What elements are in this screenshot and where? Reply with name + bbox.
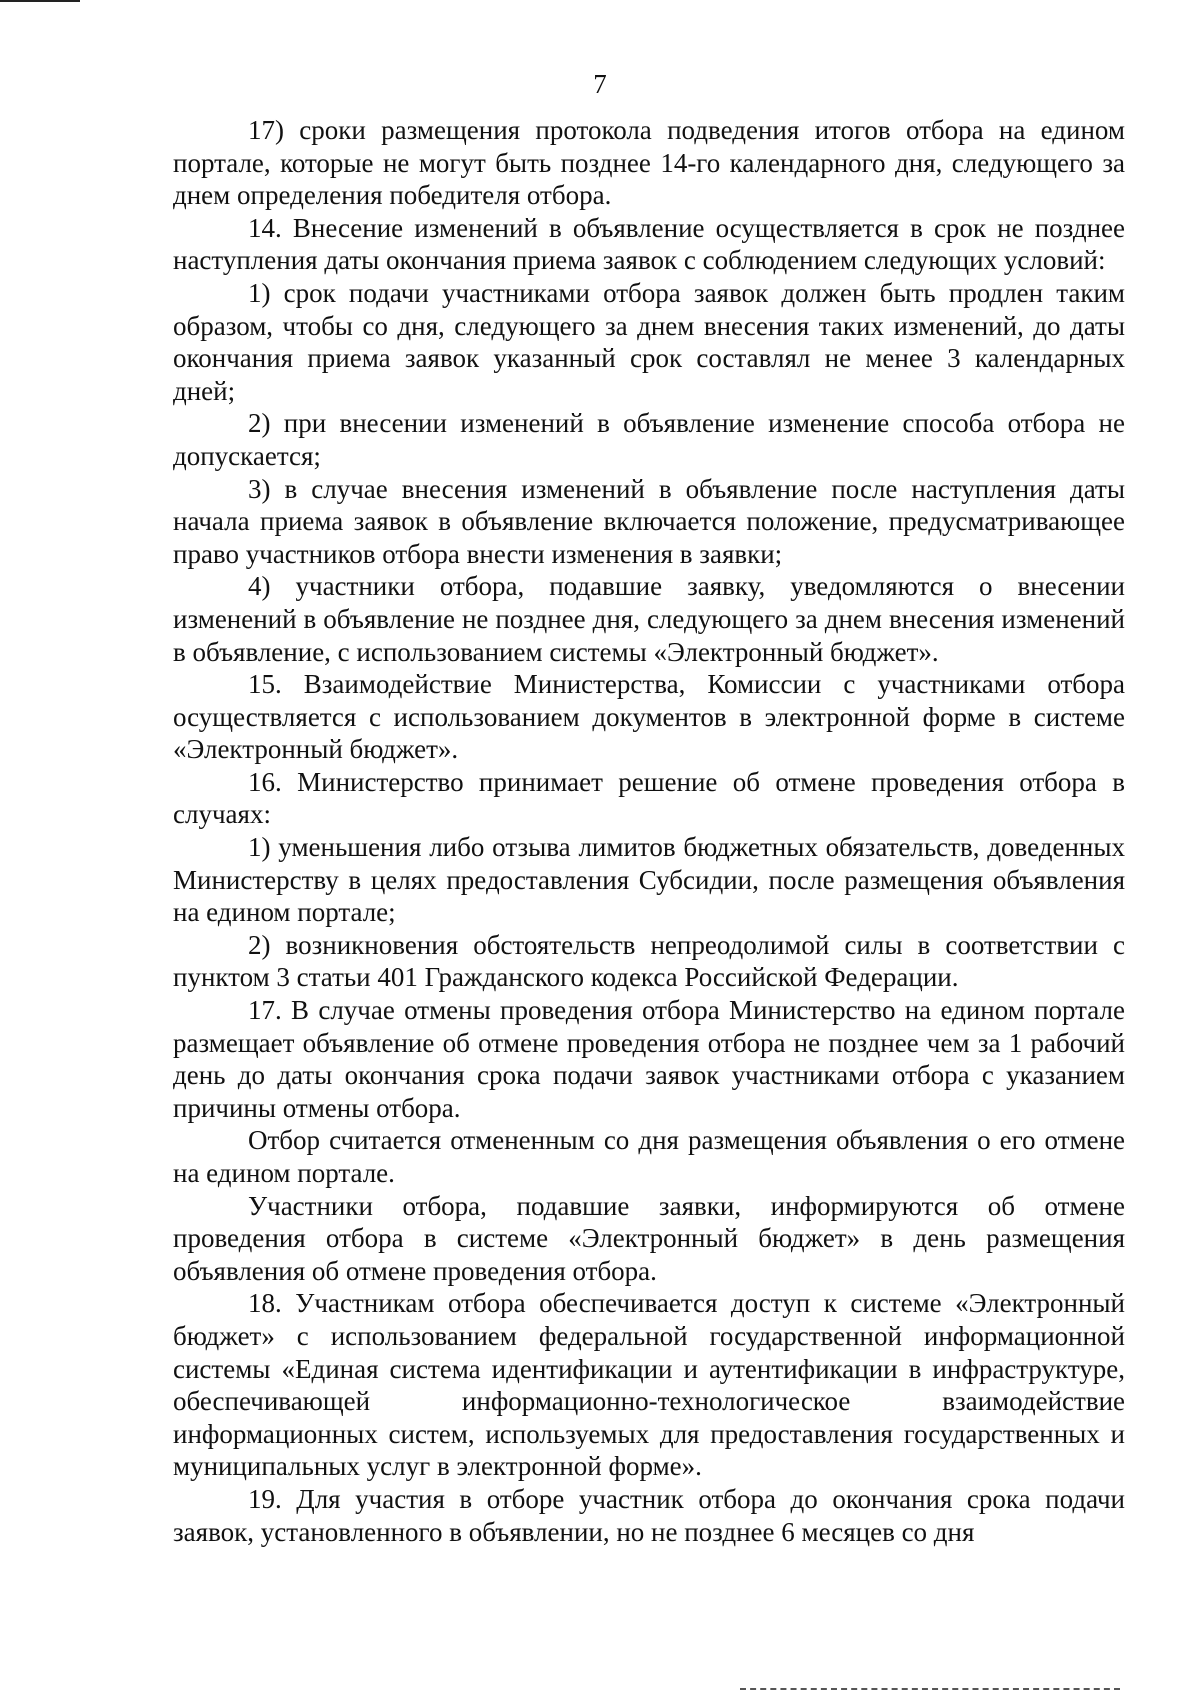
paragraph-clause-17-cancel-effect: Отбор считается отмененным со дня размещения объявления о его отмене на едином портале. xyxy=(173,1125,1125,1188)
paragraph-clause-15: 15. Взаимодействие Министерства, Комиссии с участниками отбора осуществляется с использованием документов в электронной форме в системе «Электронный бюджет». xyxy=(173,669,1125,765)
paragraph-item-17: 17) сроки размещения протокола подведения итогов отбора на едином портале, которые не могут быть позднее 14-го календарного дня, следующего за днем определения победителя отбора. xyxy=(173,115,1125,211)
document-body xyxy=(173,114,1125,1548)
paragraph-clause-16-item-1: 1) уменьшения либо отзыва лимитов бюджетных обязательств, доведенных Министерству в целях предоставления Субсидии, после размещения объявления на едином портале; xyxy=(173,832,1125,928)
page-number: 7 xyxy=(593,69,607,99)
scan-artifact-dashes xyxy=(740,1688,1120,1690)
paragraph-clause-17: 17. В случае отмены проведения отбора Министерство на едином портале размещает объявление об отмене проведения отбора не позднее чем за 1 рабочий день до даты окончания срока подачи заявок участниками отбора с указанием причины отмены отбора. xyxy=(173,995,1125,1123)
paragraph-clause-14: 14. Внесение изменений в объявление осуществляется в срок не позднее наступления даты окончания приема заявок с соблюдением следующих условий: xyxy=(173,212,1125,276)
paragraph-clause-16: 16. Министерство принимает решение об отмене проведения отбора в случаях: xyxy=(173,766,1125,830)
paragraph-clause-18: 18. Участникам отбора обеспечивается доступ к системе «Электронный бюджет» с использованием федеральной государственной информационной системы «Единая система идентификации и аутентификации в инфраструктуре, обеспечивающей информационно-технологическое взаимодействие информационных систем, используемых для предоставления государственных и муниципальных услуг в электронной форме». xyxy=(173,1288,1125,1482)
paragraph-clause-16-item-2: 2) возникновения обстоятельств непреодолимой силы в соответствии с пунктом 3 статьи 401 Гражданского кодекса Российской Федерации. xyxy=(173,929,1125,993)
paragraph-clause-19: 19. Для участия в отборе участник отбора до окончания срока подачи заявок, установленного в объявлении, но не позднее 6 месяцев со дня xyxy=(173,1483,1125,1547)
paragraph-clause-14-item-4: 4) участники отбора, подавшие заявку, уведомляются о внесении изменений в объявление не позднее дня, следующего за днем внесения изменений в объявление, с использованием системы «Электронный бюджет». xyxy=(173,571,1125,667)
paragraph-clause-14-item-2: 2) при внесении изменений в объявление изменение способа отбора не допускается; xyxy=(173,408,1125,471)
paragraph-clause-17-notify: Участники отбора, подавшие заявки, информируются об отмене проведения отбора в системе «Электронный бюджет» в день размещения объявления об отмене проведения отбора. xyxy=(173,1190,1125,1286)
paragraph-clause-14-item-1: 1) срок подачи участниками отбора заявок должен быть продлен таким образом, чтобы со дня, следующего за днем внесения таких изменений, до даты окончания приема заявок указанный срок составлял не менее 3 календарных дней; xyxy=(173,277,1125,406)
scan-artifact-line xyxy=(0,0,80,2)
paragraph-clause-14-item-3: 3) в случае внесения изменений в объявление после наступления даты начала приема заявок в объявление включается положение, предусматривающее право участников отбора внести изменения в заявки; xyxy=(173,473,1125,569)
